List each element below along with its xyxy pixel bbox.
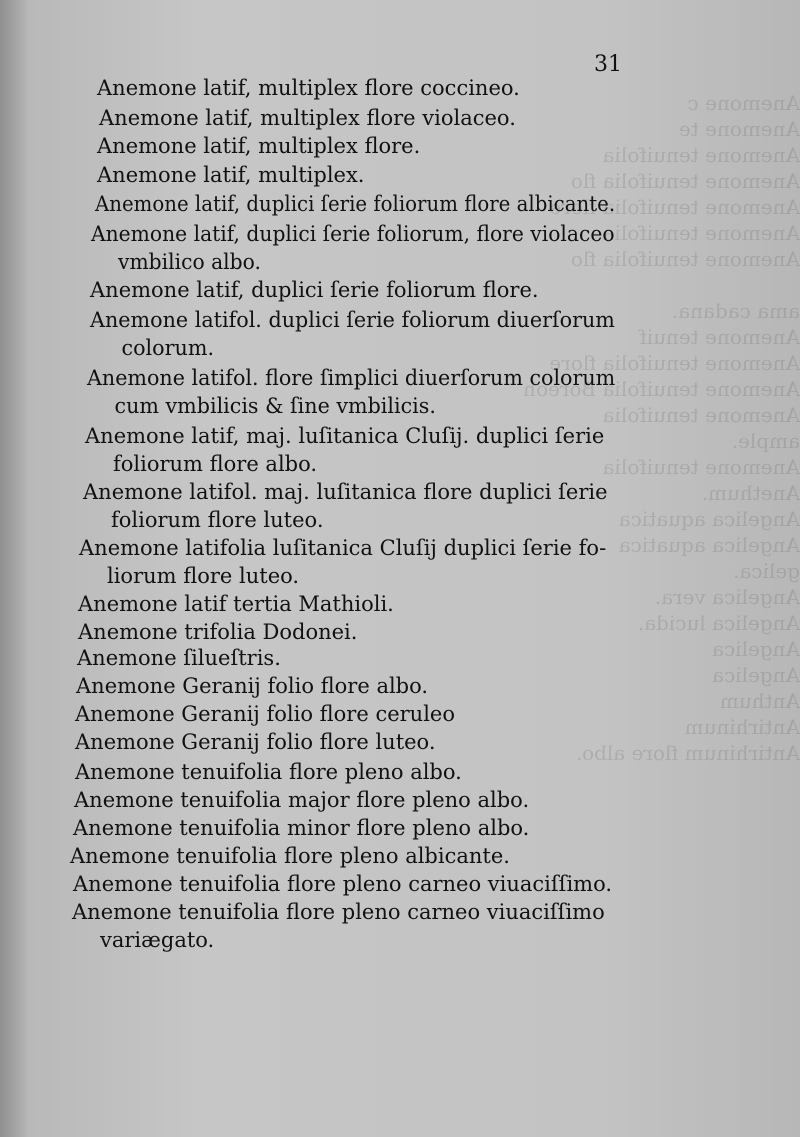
entry-line: Anemone latif, multiplex flore violaceo. xyxy=(99,106,516,130)
entry-line: Anemone tenuifolia flore pleno albicante. xyxy=(70,844,510,868)
entry-line: Anemone latifol. duplici ſerie foliorum diuerſorum xyxy=(90,308,615,332)
list-item xyxy=(73,870,612,898)
entry-line: Anemone ſilueſtris. xyxy=(77,646,281,670)
list-item xyxy=(77,644,281,672)
entry-line: Anemone latif, maj. luſitanica Cluſij. duplici ſerie xyxy=(85,424,605,448)
list-item xyxy=(97,132,420,160)
list-item xyxy=(91,220,615,276)
entry-line: Anemone latif, multiplex. xyxy=(97,163,365,187)
page-number: 31 xyxy=(594,52,622,77)
list-item xyxy=(78,618,357,646)
entry-line: Anemone Geranij folio flore luteo. xyxy=(75,730,436,754)
entry-line: Anemone Geranij folio flore ceruleo xyxy=(75,702,455,726)
entry-continuation: colorum. xyxy=(121,336,215,360)
list-item xyxy=(90,306,615,362)
entry-continuation: vmbilico albo. xyxy=(118,250,261,274)
entry-line: Anemone Geranij folio flore albo. xyxy=(76,674,429,698)
entry-line: Anemone latif, duplici ſerie foliorum flore albicante. xyxy=(95,192,616,216)
entry-line: Anemone latifol. flore ſimplici diuerſorum colorum xyxy=(87,366,616,390)
list-item xyxy=(79,534,606,590)
list-item xyxy=(75,758,462,786)
entry-line: Anemone tenuifolia flore pleno carneo viuaciſſimo. xyxy=(73,872,613,896)
entry-line: Anemone tenuifolia major flore pleno albo. xyxy=(74,788,530,812)
list-item xyxy=(90,276,539,304)
list-item xyxy=(73,814,529,842)
list-item xyxy=(87,364,615,420)
show-through-text: Anemone c Anemone te Anemone tenuifolia Anemone tenuifolia flo Anemone tenuifolia flore Anemone tenuifolia Anemone tenuifolia flo ama cadana. Anemone tenuif Anemone tenuifolia flore Anemone tenuifolia Boreoh Anemone tenuifolia ample. Anemone tenuifolia Anethum. Angelica aquatica Angelica aquatica gelica. Angelica vera. Angelica lucida. Angelica Angelica Anthum Antirhinum Antirhinum flore albo. xyxy=(523,91,800,765)
list-item xyxy=(99,104,516,132)
entry-line: Anemone trifolia Dodonei. xyxy=(78,620,358,644)
list-item xyxy=(75,700,455,728)
entry-line: Anemone latifolia luſitanica Cluſij duplici ſerie fo- xyxy=(79,536,607,560)
list-item xyxy=(95,190,615,218)
entry-line: Anemone latif tertia Mathioli. xyxy=(78,592,394,616)
list-item xyxy=(85,422,604,478)
list-item xyxy=(97,161,364,189)
list-item xyxy=(76,672,428,700)
entry-line: Anemone tenuifolia flore pleno carneo viuaciſſimo xyxy=(72,900,605,924)
entry-line: Anemone latif, multiplex flore. xyxy=(97,134,421,158)
list-item xyxy=(97,74,520,102)
entry-line: Anemone tenuifolia flore pleno albo. xyxy=(75,760,462,784)
list-item xyxy=(74,786,529,814)
entry-line: Anemone latif, multiplex flore coccineo. xyxy=(97,76,520,100)
entry-line: Anemone tenuifolia minor flore pleno albo. xyxy=(73,816,530,840)
list-item xyxy=(70,842,510,870)
entry-continuation: liorum flore luteo. xyxy=(107,564,300,588)
entry-continuation: foliorum flore luteo. xyxy=(111,508,324,532)
entry-continuation: cum vmbilicis & ſine vmbilicis. xyxy=(114,394,436,418)
entry-line: Anemone latif, duplici ſerie foliorum, flore violaceo xyxy=(91,222,615,246)
list-item xyxy=(78,590,394,618)
entry-continuation: variægato. xyxy=(100,928,215,952)
entry-continuation: foliorum flore albo. xyxy=(113,452,318,476)
entry-line: Anemone latifol. maj. luſitanica flore duplici ſerie xyxy=(83,480,608,504)
list-item xyxy=(75,728,436,756)
list-item xyxy=(83,478,608,534)
entry-line: Anemone latif, duplici ſerie foliorum flore. xyxy=(90,278,539,302)
list-item xyxy=(72,898,605,954)
